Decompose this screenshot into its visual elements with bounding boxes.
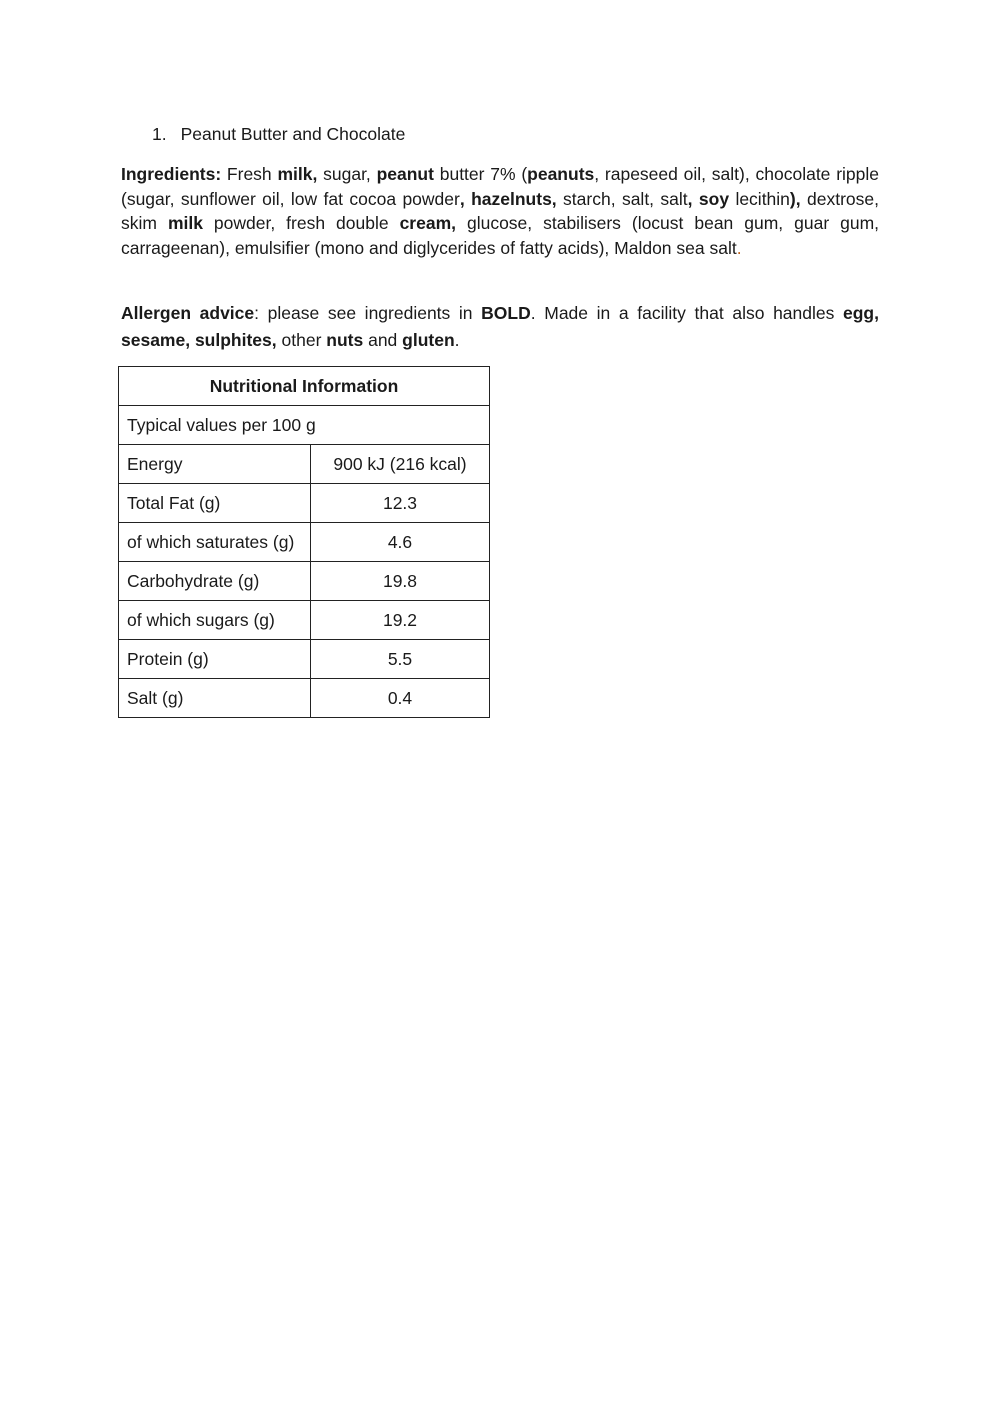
bold-text-run: ), [789,188,801,209]
nutrient-label: Carbohydrate (g) [119,562,311,601]
text-run: powder, fresh double [202,213,400,234]
nutrient-value: 19.8 [311,562,490,601]
bold-text-run: Allergen advice [121,303,255,323]
ingredients-paragraph [121,162,879,260]
table-row [119,523,490,562]
table-row [119,484,490,523]
bold-text-run: milk, [277,164,318,184]
nutrient-label: Energy [119,445,311,484]
ingredients-trailing-dot: . [736,237,742,258]
bold-text-run: peanut [376,164,434,184]
nutrient-value: 900 kJ (216 kcal) [311,445,490,484]
nutrient-label: Total Fat (g) [119,484,311,523]
bold-text-run: milk [167,213,203,234]
allergen-text [121,303,879,350]
nutrition-title-row [119,367,490,406]
nutrient-label: of which sugars (g) [119,601,311,640]
text-run: : please see ingredients in [254,303,482,323]
bold-text-run: peanuts [527,164,595,184]
text-run: , rapeseed oil, salt), chocolate ripple (sugar, sunflower oil, low fat cocoa powder [121,164,879,209]
product-heading [152,122,405,146]
table-row [119,445,490,484]
nutrient-value: 19.2 [311,601,490,640]
nutrient-label: Protein (g) [119,640,311,679]
text-run: . Made in a facility that also handles [530,303,843,323]
bold-text-run: nuts [326,330,364,350]
nutrition-table-title: Nutritional Information [119,367,490,406]
nutrition-table-subtitle: Typical values per 100 g [119,406,490,445]
bold-text-run: , soy [687,188,730,209]
product-title: Peanut Butter and Chocolate [180,124,406,144]
nutrition-table [118,366,490,718]
text-run: dextrose, skim [121,188,879,234]
nutrient-value: 12.3 [311,484,490,523]
nutrient-label: Salt (g) [119,679,311,718]
nutrient-value: 0.4 [311,679,490,718]
table-row [119,601,490,640]
text-run: starch, salt, salt [556,188,688,209]
table-row [119,562,490,601]
text-run: lecithin [729,188,790,209]
nutrient-value: 5.5 [311,640,490,679]
ingredients-text [121,164,879,258]
text-run: . [454,330,460,350]
list-number: 1. [152,124,167,144]
text-run: glucose, stabilisers (locust bean gum, guar gum, carrageenan), emulsifier (mono and diglycerides of fatty acids), Maldon sea salt [121,213,880,258]
table-row [119,640,490,679]
nutrient-value: 4.6 [311,523,490,562]
bold-text-run: Ingredients: [121,164,222,184]
allergen-advice-paragraph [121,300,879,354]
bold-text-run: , hazelnuts, [459,188,557,209]
text-run: butter 7% ( [433,164,528,184]
bold-text-run: cream, [399,213,456,234]
bold-text-run: BOLD [481,303,531,323]
table-row [119,679,490,718]
nutrition-subtitle-row [119,406,490,445]
text-run: Fresh [221,164,278,184]
bold-text-run: egg, sesame, sulphites, [121,303,879,350]
bold-text-run: gluten [402,330,455,350]
text-run: sugar, [317,164,377,184]
text-run: and [363,330,403,350]
nutrient-label: of which saturates (g) [119,523,311,562]
text-run: other [276,330,327,350]
